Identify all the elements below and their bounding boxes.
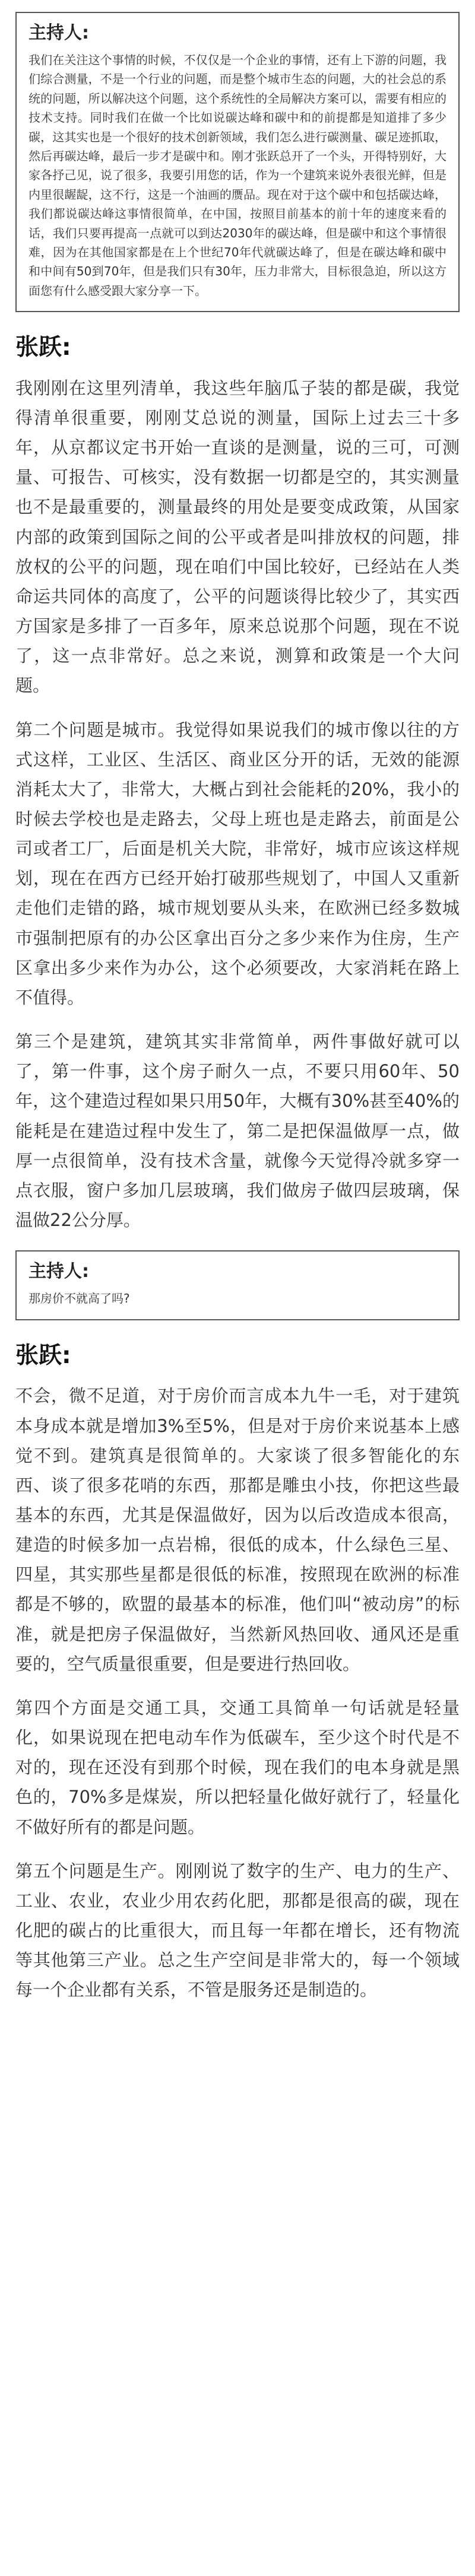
answer-paragraph: 不会，微不足道，对于房价而言成本九牛一毛，对于建筑本身成本就是增加3%至5%，但是对于房价来说基本上感觉不到。建筑真是很简单的。大家谈了很多智能化的东西、谈了很多花哨的东西，那都是雕虫小技，你把这些最基本的东西，尤其是保温做好，因为以后改造成本很高，建造的时候多加一点岩棉，很低的成本，什么绿色三星、四星，其实那些星都是很低的标准，按照现在欧洲的标准都是不够的，欧盟的最基本的标准，他们叫“被动房”的标准，就是把房子保温做好，当然新风热回收、通风还是重要的，空气质量很重要，但是要进行热回收。: [15, 1386, 460, 1674]
speaker-name: 张跃:: [15, 334, 71, 361]
host-label: 主持人:: [28, 23, 89, 43]
answer-paragraph: 第五个问题是生产。刚刚说了数字的生产、电力的生产、工业、农业，农业少用农药化肥，那都是很高的碳，现在化肥的碳占的比重很大，而且每一年都在增长，还有物流等其他第三产业。总之生产空间是非常大的，每一个领域每一个企业都有关系，不管是服务还是制造的。: [15, 1860, 460, 2000]
answer-paragraph: 第四个方面是交通工具，交通工具简单一句话就是轻量化，如果说现在把电动车作为低碳车，至少这个时代是不对的，现在还没有到那个时候，现在我们的电本身就是黑色的，70%多是煤炭，所以把轻量化做好就行了，轻量化不做好所有的都是问题。: [15, 1697, 460, 1837]
answer-paragraph: 第二个问题是城市。我觉得如果说我们的城市像以往的方式这样，工业区、生活区、商业区分开的话，无效的能源消耗太大了，非常大，大概占到社会能耗的20%，我小的时候去学校也是走路去，父母上班也是走路去，前面是公司或者工厂，后面是机关大院，非常好，城市应该这样规划，现在在西方已经开始打破那些规划了，中国人又重新走他们走错的路，城市规划要从头来，在欧洲已经多数城市强制把原有的办公区拿出百分之多少来作为住房，生产区拿出多少来作为办公，这个必须要改，大家消耗在路上不值得。: [15, 719, 460, 1008]
host-question-text: 那房价不就高了吗?: [28, 1291, 130, 1306]
host-question-box: [15, 1250, 460, 1320]
speaker-name: 张跃:: [15, 1342, 71, 1369]
answer-paragraph: 我刚刚在这里列清单，我这些年脑瓜子装的都是碳，我觉得清单很重要，刚刚艾总说的测量，国际上过去三十多年，从京都议定书开始一直谈的是测量，说的三可，可测量、可报告、可核实，没有数据一切都是空的，其实测量也不是最重要的，测量最终的用处是要变成政策，从国家内部的政策到国际之间的公平或者是叫排放权的问题，排放权的公平的问题，现在咱们中国比较好，已经站在人类命运共同体的高度了，公平的问题谈得比较少了，其实西方国家是多排了一百多年，原来总说那个问题，现在不说了，这一点非常好。总之来说，测算和政策是一个大问题。: [15, 377, 460, 696]
host-question-box: [15, 12, 460, 312]
host-question-text: 我们在关注这个事情的时候，不仅仅是一个企业的事情，还有上下游的问题，我们综合测量，不是一个行业的问题，而是整个城市生态的问题，大的社会总的系统的问题，所以解决这个问题，这个系统性的全局解决方案可以，需要有相应的技术支持。同时我们在做一个比如说碳达峰和碳中和的前提都是知道排了多少碳，这其实也是一个很好的技术创新领域，我们怎么进行碳测量、碳足迹抓取，然后再碳达峰，最后一步才是碳中和。刚才张跃总开了一个头，开得特别好，大家各抒己见，说了很多，我要引用您的话，作为一个建筑来说外表很光鲜，但是内里很龌龊，这不行，这是一个油画的赝品。现在对于这个碳中和包括碳达峰，我们都说碳达峰这事情很简单，在中国，按照目前基本的前十年的速度来看的话，我们只要再提高一点就可以到达2030年的碳达峰，但是碳中和这个事情很难，因为在其他国家都是在上个世纪70年代就碳达峰了，但是在碳达峰和碳中和中间有50到70年，但是我们只有30年，压力非常大，目标很急迫，所以这方面您有什么感受跟大家分享一下。: [28, 53, 446, 298]
host-label: 主持人:: [28, 1261, 89, 1282]
answer-paragraph: 第三个是建筑，建筑其实非常简单，两件事做好就可以了，第一件事，这个房子耐久一点，不要只用60年、50年，这个建造过程如果只用50年，大概有30%甚至40%的能耗是在建造过程中发生了，第二是把保温做厚一点，做厚一点很简单，没有技术含量，就像今天觉得冷就多穿一点衣服，窗户多加几层玻璃，我们做房子做四层玻璃，保温做22公分厚。: [15, 1031, 460, 1231]
